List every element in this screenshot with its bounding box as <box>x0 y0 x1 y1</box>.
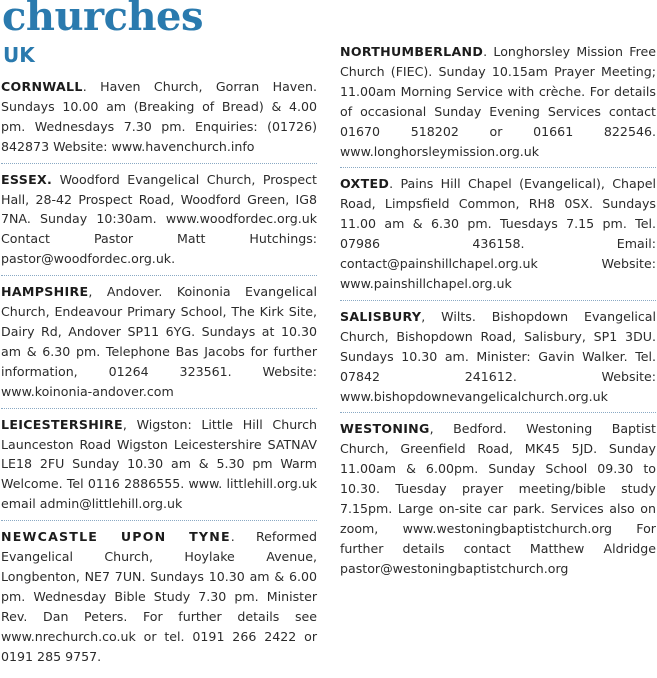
region-name: LEICESTERSHIRE <box>1 416 123 432</box>
entry-details: , Wilts. Bishopdown Evangelical Church, Bishopdown Road, Salisbury, SP1 3DU. Sundays 10.30 am. Minister: Gavin Walker. Tel. 07842 241612. Website: www.bishopdownevangelicalchurch.org.uk <box>340 308 656 404</box>
church-entry-hampshire <box>1 282 317 408</box>
entry-details: . Pains Hill Chapel (Evangelical), Chapel Road, Limpsfield Common, RH8 0SX. Sundays 11.00 am & 6.30 pm. Tuesdays 7.15 pm. Tel. 07986 436158. Email: contact@painshillchapel.org.uk Website: www.painshillchapel.org.uk <box>340 176 656 291</box>
church-entry-salisbury <box>340 307 656 414</box>
region-name: NEWCASTLE UPON TYNE <box>1 529 231 545</box>
section-title: churches <box>2 0 203 40</box>
church-entry-oxted <box>340 174 656 300</box>
region-name: HAMPSHIRE <box>1 284 89 300</box>
church-entry-essex <box>1 170 317 277</box>
region-name: NORTHUMBERLAND <box>340 44 484 59</box>
section-subtitle: UK <box>3 43 35 67</box>
entry-details: , Wigston: Little Hill Church Launceston Road Wigston Leicestershire SATNAV LE18 2FU Sunday 10.30 am & 5.30 pm Warm Welcome. Tel 0116 2886555. www. littlehill.org.uk email admin@littlehill.org.uk <box>1 416 317 512</box>
church-entry-northumberland <box>340 42 656 168</box>
entry-details: , Bedford. Westoning Baptist Church, Greenfield Road, MK45 5JD. Sunday 11.00am & 6.00pm. Sunday School 09.30 to 10.30. Tuesday prayer meeting/bible study 7.15pm. Large on-site car park. Services also on zoom, www.westoningbaptistchurch.org For further details contact Matthew Aldridge pastor@westoningbaptistchurch.org <box>340 421 656 576</box>
region-name: SALISBURY <box>340 308 422 324</box>
right-column <box>340 42 656 591</box>
entry-details: . Haven Church, Gorran Haven. Sundays 10.00 am (Breaking of Bread) & 4.00 pm. Wednesdays 7.30 pm. Enquiries: (01726) 842873 Website: www.havenchurch.info <box>1 79 317 154</box>
church-entry-leicestershire <box>1 415 317 522</box>
entry-details: Woodford Evangelical Church, Prospect Hall, 28-42 Prospect Road, Woodford Green, IG8 7NA. Sunday 10:30am. www.woodfordec.org.uk Contact Pastor Matt Hutchings: pastor@woodfordec.org.uk. <box>1 171 317 267</box>
church-entry-westoning <box>340 419 656 584</box>
entry-details: , Andover. Koinonia Evangelical Church, Endeavour Primary School, The Kirk Site, Dairy Rd, Andover SP11 6YG. Sundays at 10.30 am & 6.30 pm. Telephone Bas Jacobs for further information, 01264 323561. Website: www.koinonia-andover.com <box>1 284 317 399</box>
region-name: ESSEX. <box>1 171 53 187</box>
entry-details: . Reformed Evangelical Church, Hoylake Avenue, Longbenton, NE7 7UN. Sundays 10.30 am & 6.00 pm. Wednesday Bible Study 7.30 pm. Minister Rev. Dan Peters. For further details see www.nrechurch.co.uk or tel. 0191 266 2422 or 0191 285 9757. <box>1 529 317 664</box>
left-column <box>1 77 317 678</box>
church-entry-cornwall <box>1 77 317 164</box>
region-name: OXTED <box>340 176 390 192</box>
region-name: CORNWALL <box>1 79 83 94</box>
region-name: WESTONING <box>340 421 430 437</box>
entry-details: . Longhorsley Mission Free Church (FIEC). Sunday 10.15am Prayer Meeting; 11.00am Morning Service with crèche. For details of occasional Sunday Evening Services contact 01670 518202 or 01661 822546. www.longhorsleymission.org.uk <box>340 44 656 159</box>
